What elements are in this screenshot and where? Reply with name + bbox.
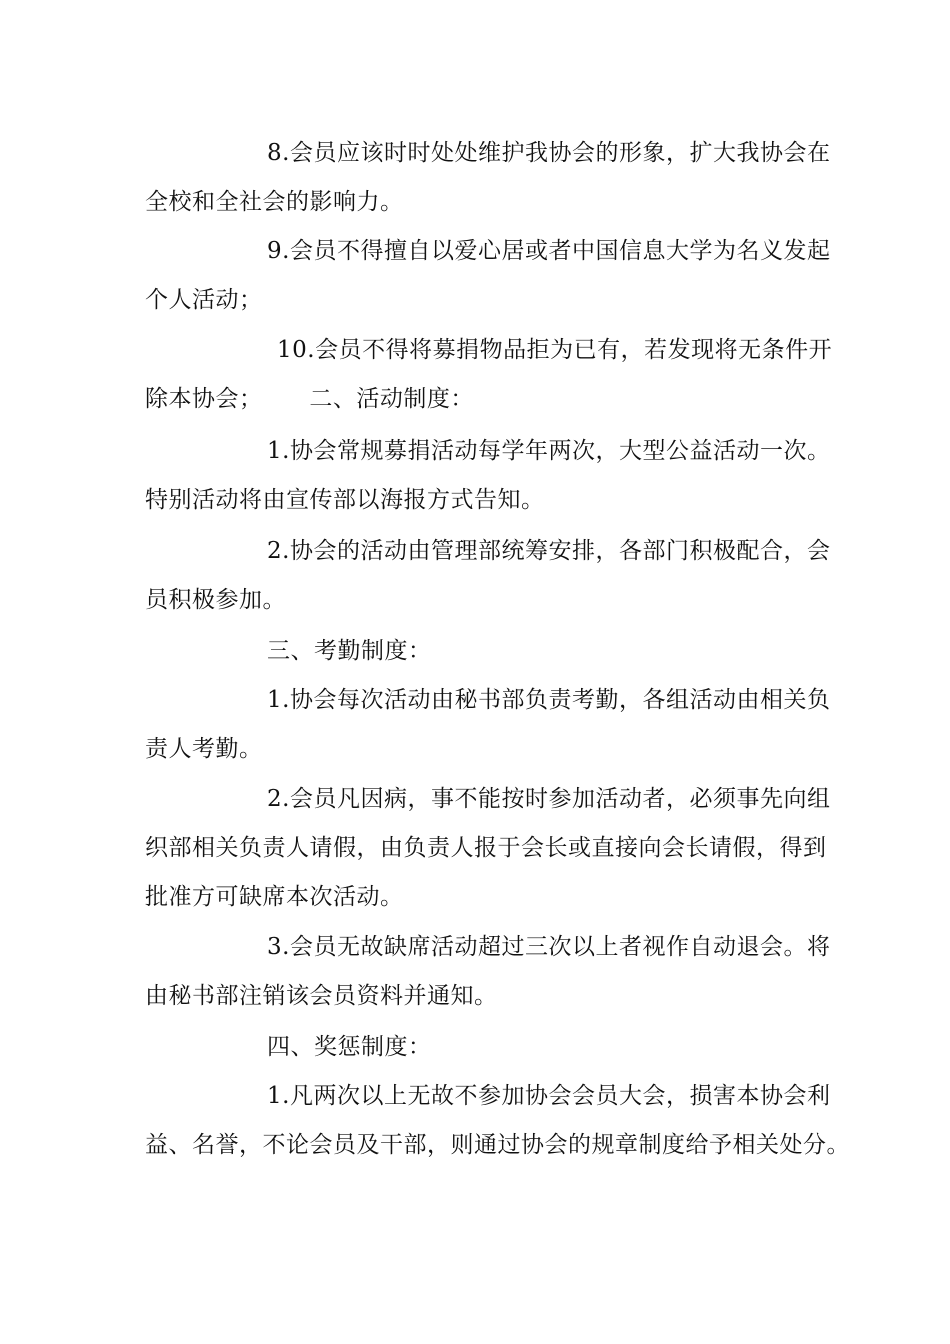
text-line: 8.会员应该时时处处维护我协会的形象，扩大我协会在 (267, 140, 831, 166)
text-line: 1.协会常规募捐活动每学年两次，大型公益活动一次。 (267, 438, 831, 464)
text-line: 批准方可缺席本次活动。 (145, 884, 404, 910)
text-line: 3.会员无故缺席活动超过三次以上者视作自动退会。将 (267, 934, 831, 960)
text-line: 除本协会； 二、活动制度： (145, 386, 474, 412)
text-line: 全校和全社会的影响力。 (145, 189, 404, 215)
text-line: 由秘书部注销该会员资料并通知。 (145, 983, 498, 1009)
text-line: 个人活动； (145, 287, 263, 313)
text-line: 责人考勤。 (145, 736, 263, 762)
text-line: 员积极参加。 (145, 587, 286, 613)
text-line: 2.会员凡因病，事不能按时参加活动者，必须事先向组 (267, 786, 831, 812)
text-line: 1.凡两次以上无故不参加协会会员大会，损害本协会利 (267, 1083, 831, 1109)
section-heading: 三、考勤制度： (267, 638, 432, 664)
section-heading: 四、奖惩制度： (267, 1034, 432, 1060)
text-line: 织部相关负责人请假，由负责人报于会长或直接向会长请假，得到 (145, 835, 827, 861)
text-line: 特别活动将由宣传部以海报方式告知。 (145, 487, 545, 513)
text-line: 10.会员不得将募捐物品拒为已有，若发现将无条件开 (277, 337, 833, 363)
text-line: 2.协会的活动由管理部统筹安排，各部门积极配合，会 (267, 538, 831, 564)
text-line: 9.会员不得擅自以爱心居或者中国信息大学为名义发起 (267, 238, 831, 264)
text-line: 益、名誉，不论会员及干部，则通过协会的规章制度给予相关处分。 (145, 1132, 850, 1158)
text-line: 1.协会每次活动由秘书部负责考勤，各组活动由相关负 (267, 687, 831, 713)
